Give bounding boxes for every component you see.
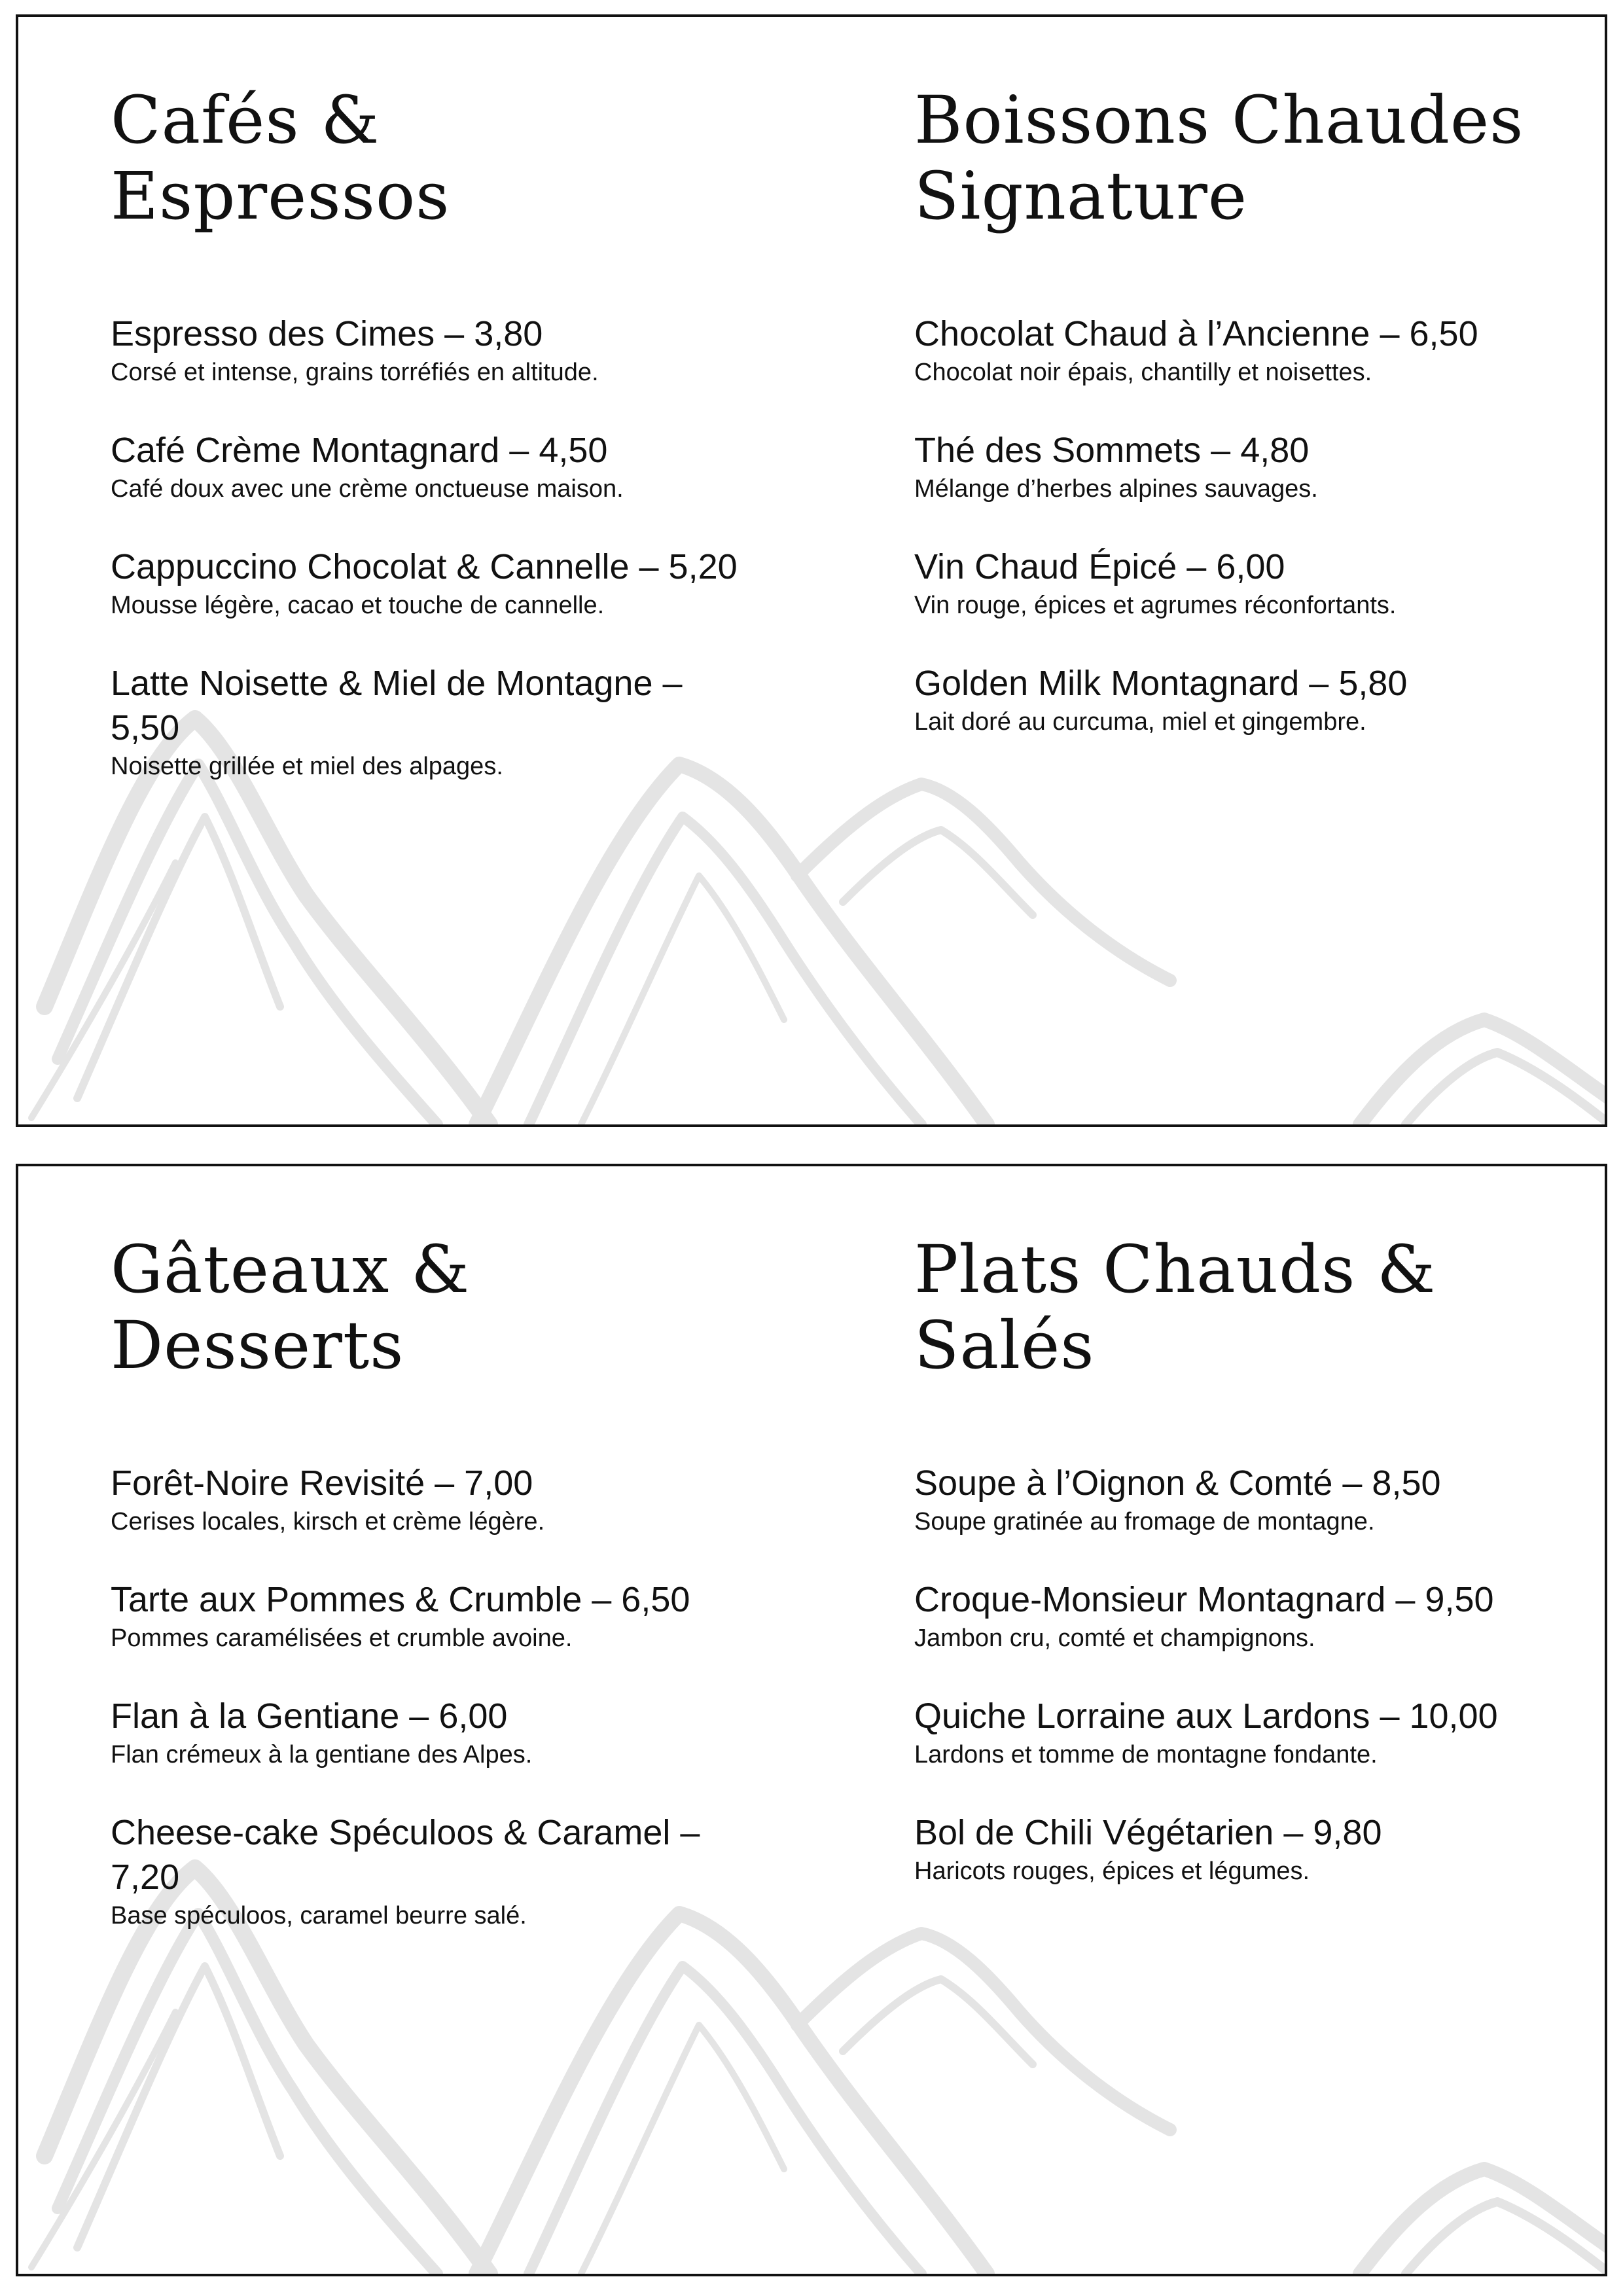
section-boissons-chaudes bbox=[914, 82, 1582, 778]
item-description: Base spéculoos, caramel beurre salé. bbox=[111, 1902, 527, 1929]
menu-item bbox=[111, 1810, 739, 1931]
item-name: Café Crème Montagnard – 4,50 bbox=[111, 431, 608, 470]
item-name: Espresso des Cimes – 3,80 bbox=[111, 314, 543, 353]
item-description: Haricots rouges, épices et légumes. bbox=[914, 1857, 1310, 1885]
section-title: Plats Chauds & Salés bbox=[914, 1231, 1436, 1384]
menu-item bbox=[111, 1577, 739, 1653]
item-description: Mousse légère, cacao et touche de cannelle. bbox=[111, 592, 605, 619]
item-description: Mélange d’herbes alpines sauvages. bbox=[914, 475, 1318, 503]
item-name: Bol de Chili Végétarien – 9,80 bbox=[914, 1813, 1382, 1852]
menu-item bbox=[111, 428, 739, 504]
menu-item bbox=[111, 661, 739, 781]
menu-item bbox=[914, 1810, 1582, 1886]
item-name: Thé des Sommets – 4,80 bbox=[914, 431, 1310, 470]
item-name: Chocolat Chaud à l’Ancienne – 6,50 bbox=[914, 314, 1478, 353]
item-description: Noisette grillée et miel des alpages. bbox=[111, 753, 503, 780]
item-name: Flan à la Gentiane – 6,00 bbox=[111, 1696, 508, 1736]
menu-item bbox=[914, 312, 1582, 387]
item-name: Forêt-Noire Revisité – 7,00 bbox=[111, 1463, 533, 1503]
item-name: Croque-Monsieur Montagnard – 9,50 bbox=[914, 1580, 1494, 1619]
item-name: Latte Noisette & Miel de Montagne – 5,50 bbox=[111, 664, 683, 747]
item-description: Cerises locales, kirsch et crème légère. bbox=[111, 1508, 545, 1535]
section-title: Gâteaux & Desserts bbox=[111, 1231, 471, 1384]
item-name: Tarte aux Pommes & Crumble – 6,50 bbox=[111, 1580, 690, 1619]
menu-item bbox=[914, 428, 1582, 504]
item-name: Cappuccino Chocolat & Cannelle – 5,20 bbox=[111, 547, 738, 586]
item-name: Golden Milk Montagnard – 5,80 bbox=[914, 664, 1408, 703]
section-title: Cafés & Espressos bbox=[111, 82, 450, 234]
section-title: Boissons Chaudes Signature bbox=[914, 82, 1524, 234]
menu-item bbox=[914, 1461, 1582, 1537]
item-description: Pommes caramélisées et crumble avoine. bbox=[111, 1624, 573, 1652]
item-description: Chocolat noir épais, chantilly et noisettes. bbox=[914, 359, 1372, 386]
section-plats-chauds bbox=[914, 1232, 1582, 1927]
item-description: Café doux avec une crème onctueuse maison. bbox=[111, 475, 624, 503]
item-description: Corsé et intense, grains torréfiés en altitude. bbox=[111, 359, 599, 386]
menu-item bbox=[914, 661, 1582, 737]
item-description: Lardons et tomme de montagne fondante. bbox=[914, 1741, 1378, 1768]
menu-item bbox=[111, 1461, 739, 1537]
menu-card-drinks bbox=[16, 14, 1607, 1127]
item-name: Vin Chaud Épicé – 6,00 bbox=[914, 547, 1285, 586]
menu-item bbox=[111, 1694, 739, 1770]
menu-item bbox=[111, 312, 739, 387]
item-description: Vin rouge, épices et agrumes réconfortants. bbox=[914, 592, 1397, 619]
item-description: Flan crémeux à la gentiane des Alpes. bbox=[111, 1741, 533, 1768]
menu-item bbox=[111, 545, 739, 620]
item-name: Cheese-cake Spéculoos & Caramel – 7,20 bbox=[111, 1813, 700, 1897]
section-gateaux-desserts bbox=[111, 1232, 739, 1971]
menu-item bbox=[914, 545, 1582, 620]
item-name: Soupe à l’Oignon & Comté – 8,50 bbox=[914, 1463, 1441, 1503]
item-description: Jambon cru, comté et champignons. bbox=[914, 1624, 1315, 1652]
item-name: Quiche Lorraine aux Lardons – 10,00 bbox=[914, 1696, 1498, 1736]
menu-item bbox=[914, 1694, 1582, 1770]
menu-card-food bbox=[16, 1164, 1607, 2276]
menu-item bbox=[914, 1577, 1582, 1653]
item-description: Soupe gratinée au fromage de montagne. bbox=[914, 1508, 1375, 1535]
section-cafes-espressos bbox=[111, 82, 739, 822]
item-description: Lait doré au curcuma, miel et gingembre. bbox=[914, 708, 1366, 736]
